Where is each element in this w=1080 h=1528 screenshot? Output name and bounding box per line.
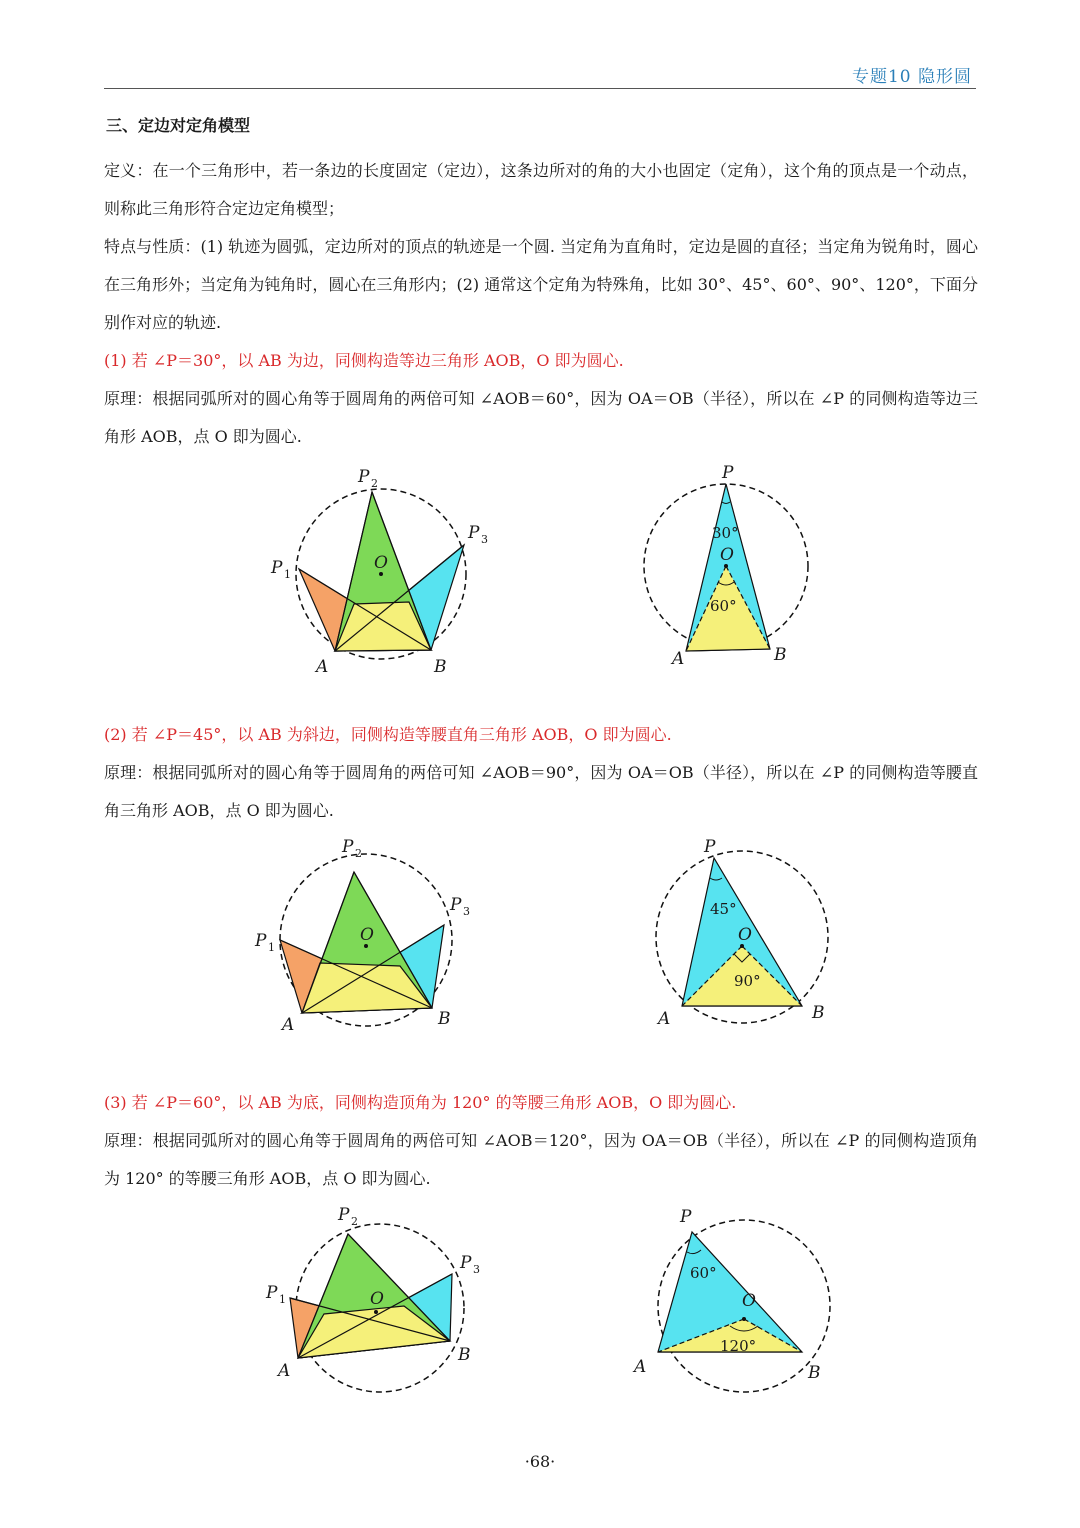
case-1-figures <box>104 464 978 700</box>
point-a-label: A <box>316 657 329 677</box>
case-2-principle: 原理：根据同弧所对的圆心角等于圆周角的两倍可知 ∠AOB＝90°，因为 OA＝OB（半径），所以在 ∠P 的同侧构造等腰直角三角形 AOB，点 O 即为圆心. <box>104 763 978 820</box>
point-p2-subscript: 2 <box>371 477 378 490</box>
center-o-label: O <box>738 925 752 945</box>
angle-o-label: 90° <box>734 972 761 990</box>
case-2-left-figure <box>250 838 480 1048</box>
point-a-label: A <box>672 649 685 669</box>
header-divider <box>104 88 976 89</box>
point-p1-subscript: 1 <box>268 941 275 954</box>
header-title: 专题10 隐形圆 <box>851 67 972 87</box>
center-o-label: O <box>742 1291 756 1311</box>
angle-p-label: 60° <box>690 1264 717 1282</box>
case-1-right-figure <box>634 464 854 694</box>
point-a-label: A <box>282 1015 295 1035</box>
case-2-right-figure <box>634 838 874 1048</box>
point-p-label: P <box>704 837 716 857</box>
case-1-principle: 原理：根据同弧所对的圆心角等于圆周角的两倍可知 ∠AOB＝60°，因为 OA＝OB（半径），所以在 ∠P 的同侧构造等边三角形 AOB，点 O 即为圆心. <box>104 389 978 446</box>
case-2-heading: (2) 若 ∠P＝45°，以 AB 为斜边，同侧构造等腰直角三角形 AOB，O 即为圆心. <box>104 725 672 744</box>
case-1-heading: (1) 若 ∠P＝30°，以 AB 为边，同侧构造等边三角形 AOB，O 即为圆心. <box>104 351 624 370</box>
point-p1-subscript: 1 <box>279 1293 286 1306</box>
point-p2-subscript: 2 <box>351 1215 358 1228</box>
point-p-label: P <box>680 1207 692 1227</box>
center-o-label: O <box>374 553 388 573</box>
point-a-label: A <box>278 1361 291 1381</box>
page-number: ·68· <box>524 1452 556 1471</box>
angle-p-label: 45° <box>710 900 737 918</box>
point-p2-label: P <box>358 467 370 487</box>
center-o-label: O <box>720 545 734 565</box>
point-b-label: B <box>812 1003 825 1023</box>
case-3-figures <box>104 1206 978 1442</box>
point-b-label: B <box>434 657 447 677</box>
case-3-principle: 原理：根据同弧所对的圆心角等于圆周角的两倍可知 ∠AOB＝120°，因为 OA＝OB（半径），所以在 ∠P 的同侧构造顶角为 120° 的等腰三角形 AOB，点 O 即为圆心. <box>104 1131 978 1188</box>
point-a-label: A <box>634 1357 647 1377</box>
point-p3-subscript: 3 <box>463 905 470 918</box>
angle-o-label: 60° <box>710 597 737 615</box>
point-p2-label: P <box>342 837 354 857</box>
point-p1-label: P <box>266 1283 278 1303</box>
point-b-label: B <box>774 645 787 665</box>
point-p3-subscript: 3 <box>481 533 488 546</box>
center-o-label: O <box>370 1289 384 1309</box>
case-2-figures <box>104 838 978 1074</box>
point-p1-subscript: 1 <box>284 568 291 581</box>
point-p3-label: P <box>468 523 480 543</box>
point-p3-label: P <box>460 1253 472 1273</box>
case-3-heading: (3) 若 ∠P＝60°，以 AB 为底，同侧构造顶角为 120° 的等腰三角形 AOB，O 即为圆心. <box>104 1093 737 1112</box>
point-p3-label: P <box>450 895 462 915</box>
point-p2-label: P <box>338 1205 350 1225</box>
point-b-label: B <box>458 1345 471 1365</box>
definition-paragraph: 定义：在一个三角形中，若一条边的长度固定（定边），这条边所对的角的大小也固定（定角），这个角的顶点是一个动点，则称此三角形符合定边定角模型； <box>104 161 978 218</box>
point-b-label: B <box>438 1009 451 1029</box>
point-p1-label: P <box>255 931 267 951</box>
main-content <box>104 112 978 1442</box>
point-p3-subscript: 3 <box>473 1263 480 1276</box>
point-p-label: P <box>722 463 734 483</box>
properties-paragraph: 特点与性质：(1) 轨迹为圆弧，定边所对的顶点的轨迹是一个圆. 当定角为直角时，定边是圆的直径；当定角为锐角时，圆心在三角形外；当定角为钝角时，圆心在三角形内；(2) 通常这个定角为特殊角，比如 30°、45°、60°、90°、120°，下面分别作对应的轨迹. <box>104 237 978 332</box>
point-p1-label: P <box>271 558 283 578</box>
point-p2-subscript: 2 <box>355 847 362 860</box>
angle-o-label: 120° <box>720 1337 757 1355</box>
section-title: 三、定边对定角模型 <box>106 116 251 135</box>
case-1-left-figure <box>254 464 494 694</box>
center-o-label: O <box>360 925 374 945</box>
case-3-left-figure <box>254 1206 484 1416</box>
point-a-label: A <box>658 1009 671 1029</box>
case-3-right-figure <box>634 1206 874 1416</box>
point-b-label: B <box>808 1363 821 1383</box>
angle-p-label: 30° <box>712 524 739 542</box>
